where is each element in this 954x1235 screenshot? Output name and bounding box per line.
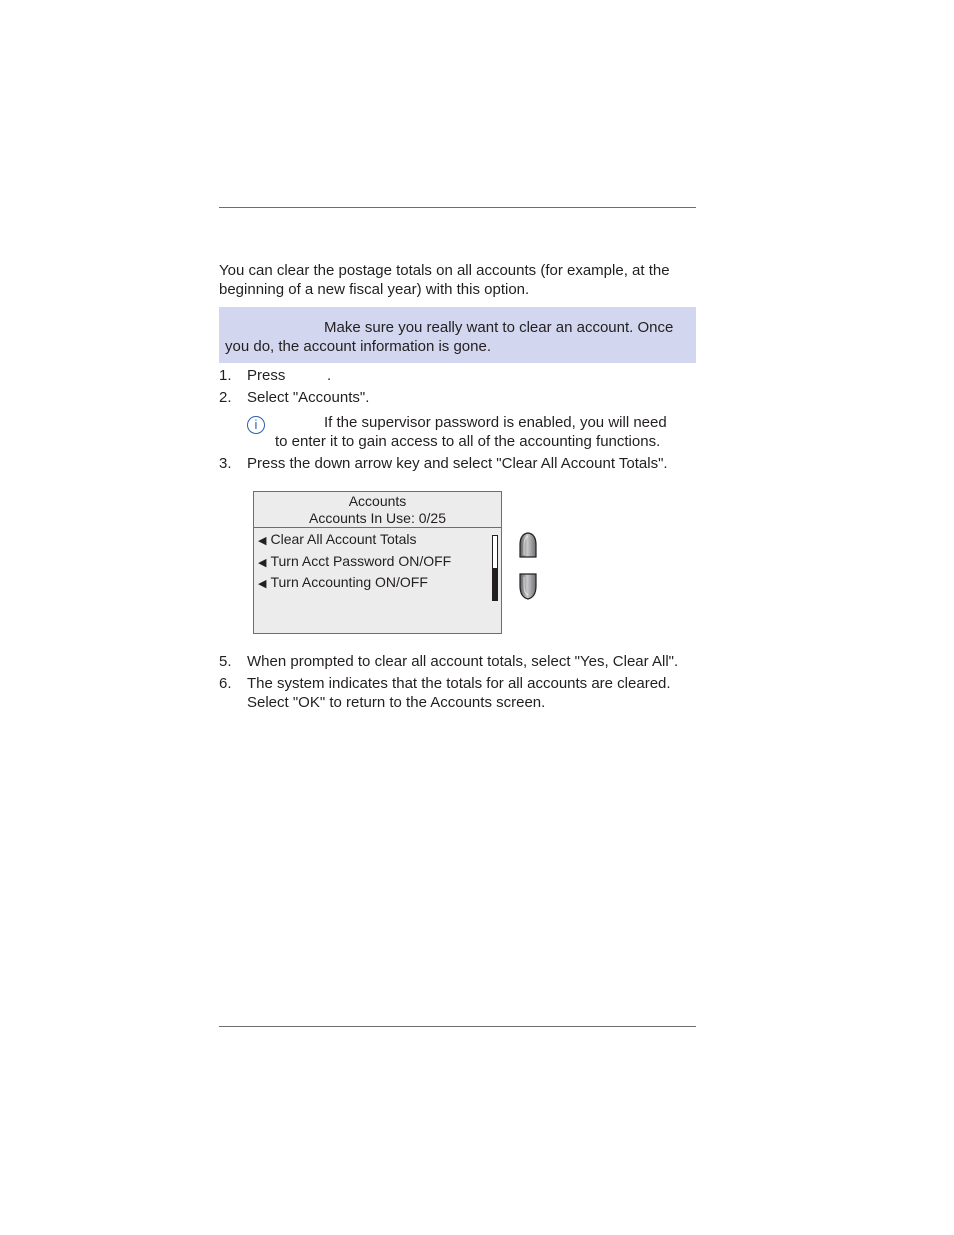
step-2-text: Select "Accounts". [247,389,370,406]
header-rule [219,207,696,208]
note-text-line2: to enter it to gain access to all of the accounting functions. [275,433,661,450]
caution-text-line1: Make sure you really want to clear an account. Once [324,319,674,336]
step-3-text: Press the down arrow key and select "Clear All Account Totals". [247,455,668,472]
screen-header [254,492,501,528]
menu-item-label: Turn Acct Password ON/OFF [270,553,452,569]
footer-rule [219,1026,696,1027]
step-1-text: Press . [247,367,332,384]
menu-item-label: Clear All Account Totals [270,531,417,547]
left-arrow-icon: ◀ [258,535,267,547]
step-1-number: 1. [219,367,232,384]
note-text-line1: If the supervisor password is enabled, you will need [324,414,667,431]
step-2-number: 2. [219,389,232,406]
step-5-text: When prompted to clear all account totals, select "Yes, Clear All". [247,653,679,670]
down-arrow-key-icon[interactable] [520,574,536,599]
scrollbar[interactable] [492,535,498,601]
step-3-number: 3. [219,455,232,472]
lcd-screen [253,491,502,634]
up-arrow-key-icon[interactable] [520,533,536,557]
left-arrow-icon: ◀ [258,557,267,569]
screen-title: Accounts [348,493,407,509]
screen-subtitle: Accounts In Use: 0/25 [309,510,446,526]
step-6-text-line2: Select "OK" to return to the Accounts screen. [247,694,546,711]
info-icon: i [247,416,265,434]
menu-item-clear-all-account-totals[interactable] [258,531,417,550]
menu-item-label: Turn Accounting ON/OFF [270,574,428,590]
step-6-text-line1: The system indicates that the totals for all accounts are cleared. [247,675,671,692]
arrow-keys [517,531,539,601]
step-5-number: 5. [219,653,232,670]
intro-paragraph: You can clear the postage totals on all accounts (for example, at the beginning of a new fiscal year) with this option. [219,262,670,298]
left-arrow-icon: ◀ [258,578,267,590]
menu-item-turn-accounting[interactable] [258,574,428,593]
menu-item-turn-acct-password[interactable] [258,553,451,572]
scrollbar-thumb[interactable] [493,568,497,600]
step-6-number: 6. [219,675,232,692]
caution-text-line2: you do, the account information is gone. [225,338,492,355]
